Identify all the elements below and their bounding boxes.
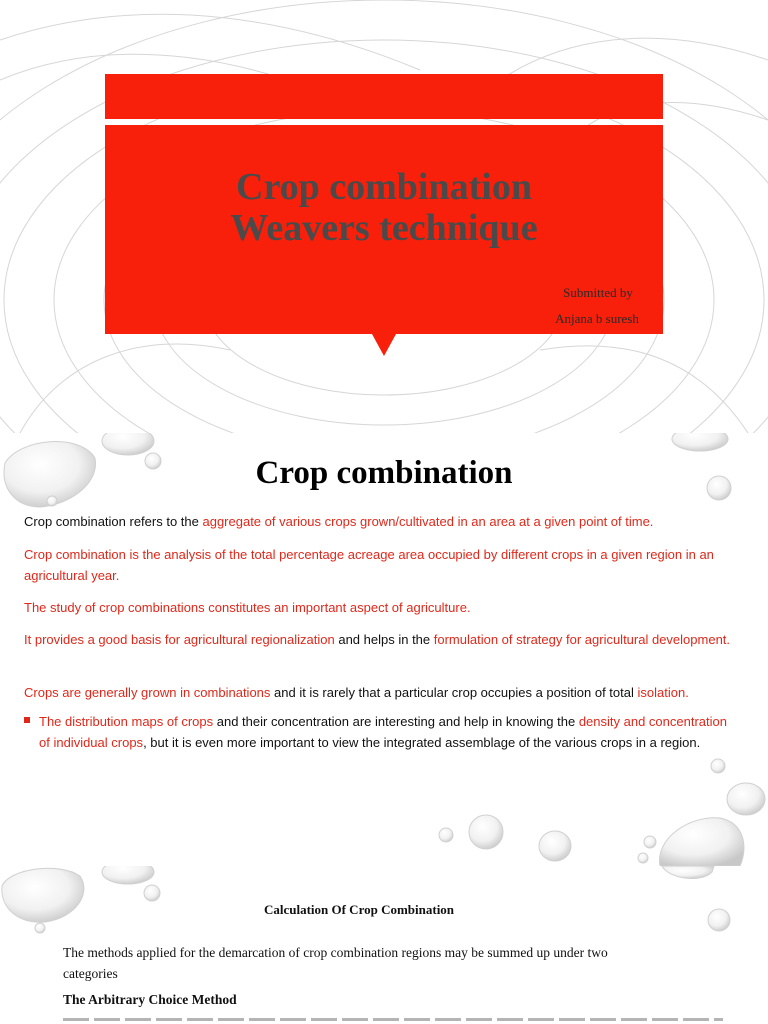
paragraph-combinations [24,682,744,703]
title-top-band [105,74,663,119]
text-run: and helps in the [334,632,434,647]
highlighted-text: aggregate of various crops grown/cultivated in an area at a given point of time. [202,514,654,529]
bullet-square-icon [24,717,30,723]
highlighted-text: Crops are generally grown in combinations [24,685,271,700]
highlighted-text: The distribution maps of crops [39,714,214,729]
submitted-by-label: Submitted by [563,285,633,300]
card-pointer [372,334,396,356]
highlighted-text: isolation. [637,685,689,700]
paragraph-regionalization [24,629,744,650]
slide-title: Crop combination [255,455,513,491]
calculation-slide [0,866,768,1024]
title-slide [0,0,768,433]
text-run: and it is rarely that a particular crop occupies a position of total [270,685,638,700]
text-run: Crop combination refers to the [24,514,203,529]
deck-title [105,167,663,249]
deck-title-line2: Weavers technique [230,207,538,249]
paragraph-definition [24,511,744,532]
method-heading: The Arbitrary Choice Method [63,992,237,1007]
title-card [105,125,663,334]
highlighted-text: It provides a good basis for agricultural regionalization [24,632,335,647]
highlighted-text: density and concentration of individual crops [39,714,727,750]
methods-paragraph: The methods applied for the demarcation of crop combination regions may be summed up under two categories [63,945,608,981]
highlighted-text: formulation of strategy for agricultural development. [433,632,731,647]
text-run: , but it is even more important to view the integrated assemblage of the various crops in a region. [143,735,701,750]
author-name: Anjana b suresh [555,311,639,326]
slide-title: Calculation Of Crop Combination [263,902,455,917]
cropped-text-line [63,1018,723,1021]
paragraph-study: The study of crop combinations constitutes an important aspect of agriculture. [24,600,471,615]
paragraph-analysis: Crop combination is the analysis of the total percentage acreage area occupied by different crops in a given region in an agricultural year. [24,547,714,583]
bullet-paragraph [39,711,729,753]
content-slide [0,433,768,866]
text-run: and their concentration are interesting and help in knowing the [213,714,579,729]
deck-title-line1: Crop combination [236,166,532,208]
